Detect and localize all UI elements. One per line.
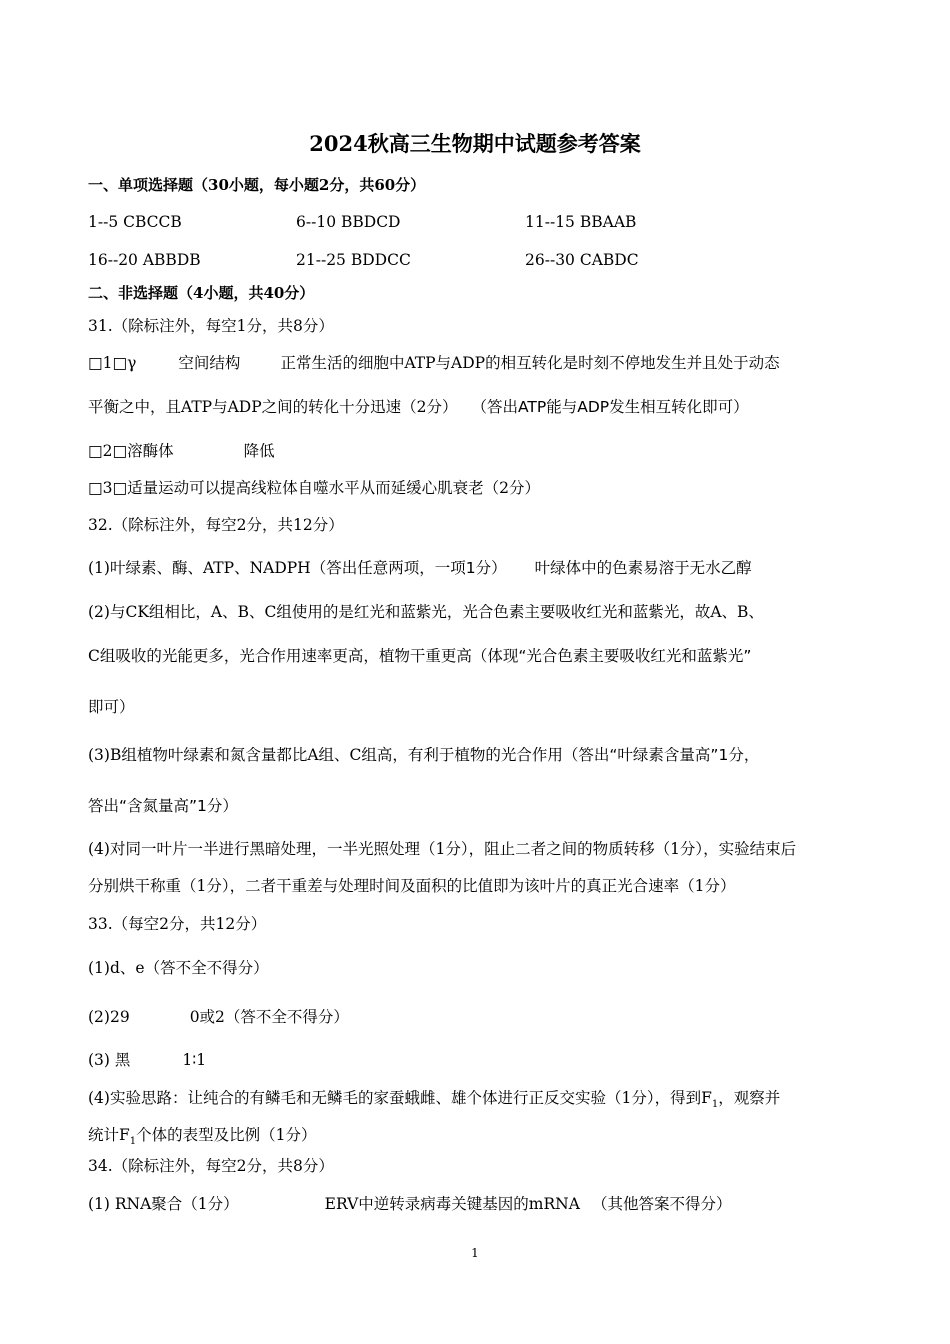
q32-grading-note-1: （答出任意两项，一项1分） xyxy=(310,559,507,577)
q33-answer-4-text-c: 统计F xyxy=(88,1126,130,1144)
q33-answer-2a: (2)29 xyxy=(88,1008,130,1026)
q31-part3 xyxy=(88,477,864,499)
q33-grading-note-1: （答不全不得分） xyxy=(144,959,269,977)
answer-1-5: 1--5 CBCCB xyxy=(88,213,182,231)
q32-part4-line1: (4)对同一叶片一半进行黑暗处理，一半光照处理（1分），阻止二者之间的物质转移（1分），实验结束后 xyxy=(88,840,797,858)
q31-part2 xyxy=(88,440,864,462)
q33-grading-note-2: （答不全不得分） xyxy=(224,1008,349,1026)
q31-answer-structure: 空间结构 xyxy=(178,354,241,372)
page-title: 2024秋高三生物期中试题参考答案 xyxy=(309,131,641,156)
q33-answer-4-text-d: 个体的表型及比例（1分） xyxy=(136,1126,317,1144)
q31-header: 31.（除标注外，每空1分，共8分） xyxy=(88,317,334,335)
q31-part1-marker: □1□ xyxy=(88,354,128,372)
q31-part2-marker: □2□ xyxy=(88,442,128,460)
q34-answer-mrna: ERV中逆转录病毒关键基因的mRNA xyxy=(324,1195,580,1213)
q31-answer-atp-text: 正常生活的细胞中ATP与ADP的相互转化是时刻不停地发生并且处于动态 xyxy=(280,354,780,372)
q33-answer-4-text-b: ，观察并 xyxy=(718,1089,781,1107)
q33-answer-4-text: (4)实验思路：让纯合的有鳞毛和无鳞毛的家蚕蛾雌、雄个体进行正反交实验（1分），得到F xyxy=(88,1089,712,1107)
q31-part1-line2 xyxy=(88,396,864,418)
page-number: 1 xyxy=(471,1246,479,1260)
q33-f1-subscript-2: 1 xyxy=(129,1136,137,1148)
answer-21-25: 21--25 BDDCC xyxy=(296,251,411,269)
q32-grading-note-3: （答出“叶绿素含量高”1分， xyxy=(562,746,760,764)
answer-11-15: 11--15 BBAAB xyxy=(525,213,637,231)
q32-grading-note-2: （体现“光合色素主要吸收红光和蓝紫光” xyxy=(471,647,752,665)
q31-answer-exercise: 适量运动可以提高线粒体自噬水平从而延缓心肌衰老（2分） xyxy=(127,479,541,497)
q31-grading-note: （答出ATP能与ADP发生相互转化即可） xyxy=(471,398,749,416)
q34-header: 34.（除标注外，每空2分，共8分） xyxy=(88,1157,334,1175)
q32-header: 32.（除标注外，每空2分，共12分） xyxy=(88,516,344,534)
q32-part2-line2 xyxy=(88,645,864,667)
q34-grading-note: （其他答案不得分） xyxy=(591,1195,732,1213)
section1-header: 一、单项选择题（30小题，每小题2分，共60分） xyxy=(88,176,426,194)
q33-part2 xyxy=(88,1006,864,1028)
q31-answer-decrease: 降低 xyxy=(243,442,275,460)
q31-part1-line1 xyxy=(88,352,864,374)
q32-part2-line3: 即可） xyxy=(88,698,135,716)
q33-answer-3b: 1∶1 xyxy=(182,1051,207,1069)
q32-part3-line1 xyxy=(88,744,864,766)
q32-answer-pigment: 叶绿体中的色素易溶于无水乙醇 xyxy=(534,559,752,577)
q32-part1 xyxy=(88,557,864,579)
q33-part3 xyxy=(88,1049,864,1071)
q31-answer-lysosome: 溶酶体 xyxy=(127,442,174,460)
q33-part1 xyxy=(88,957,864,979)
answer-16-20: 16--20 ABBDB xyxy=(88,251,201,269)
q33-header: 33.（每空2分，共12分） xyxy=(88,915,267,933)
q32-part2-line1: (2)与CK组相比，A、B、C组使用的是红光和蓝紫光，光合色素主要吸收红光和蓝紫光，故A、B、 xyxy=(88,603,764,621)
q32-answer-substances: (1)叶绿素、酶、ATP、NADPH xyxy=(88,559,311,577)
q32-part3-line2: 答出“含氮量高”1分） xyxy=(88,797,238,815)
answer-6-10: 6--10 BBDCD xyxy=(296,213,401,231)
q32-part4-line2: 分别烘干称重（1分），二者干重差与处理时间及面积的比值即为该叶片的真正光合速率（1分） xyxy=(88,877,736,895)
q31-answer-gamma: γ xyxy=(127,354,137,372)
q34-answer-rna: (1) RNA聚合（1分） xyxy=(88,1195,239,1213)
q33-part4-line1 xyxy=(88,1087,864,1116)
answer-26-30: 26--30 CABDC xyxy=(525,251,639,269)
q31-part3-marker: □3□ xyxy=(88,479,128,497)
section2-header: 二、非选择题（4小题，共40分） xyxy=(88,284,315,302)
q33-part4-line2 xyxy=(88,1124,864,1153)
q33-answer-2b: 0或2 xyxy=(189,1008,225,1026)
q33-f1-subscript: 1 xyxy=(711,1099,719,1111)
q32-answer-chlorophyll: (3)B组植物叶绿素和氮含量都比A组、C组高，有利于植物的光合作用 xyxy=(88,746,563,764)
q31-answer-atp-text-cont: 平衡之中，且ATP与ADP之间的转化十分迅速（2分） xyxy=(88,398,458,416)
q33-answer-3a: (3) 黑 xyxy=(88,1051,131,1069)
q32-answer-light: C组吸收的光能更多，光合作用速率更高，植物干重更高 xyxy=(88,647,472,665)
q33-answer-1: (1)d、e xyxy=(88,959,145,977)
q34-part1 xyxy=(88,1193,864,1215)
